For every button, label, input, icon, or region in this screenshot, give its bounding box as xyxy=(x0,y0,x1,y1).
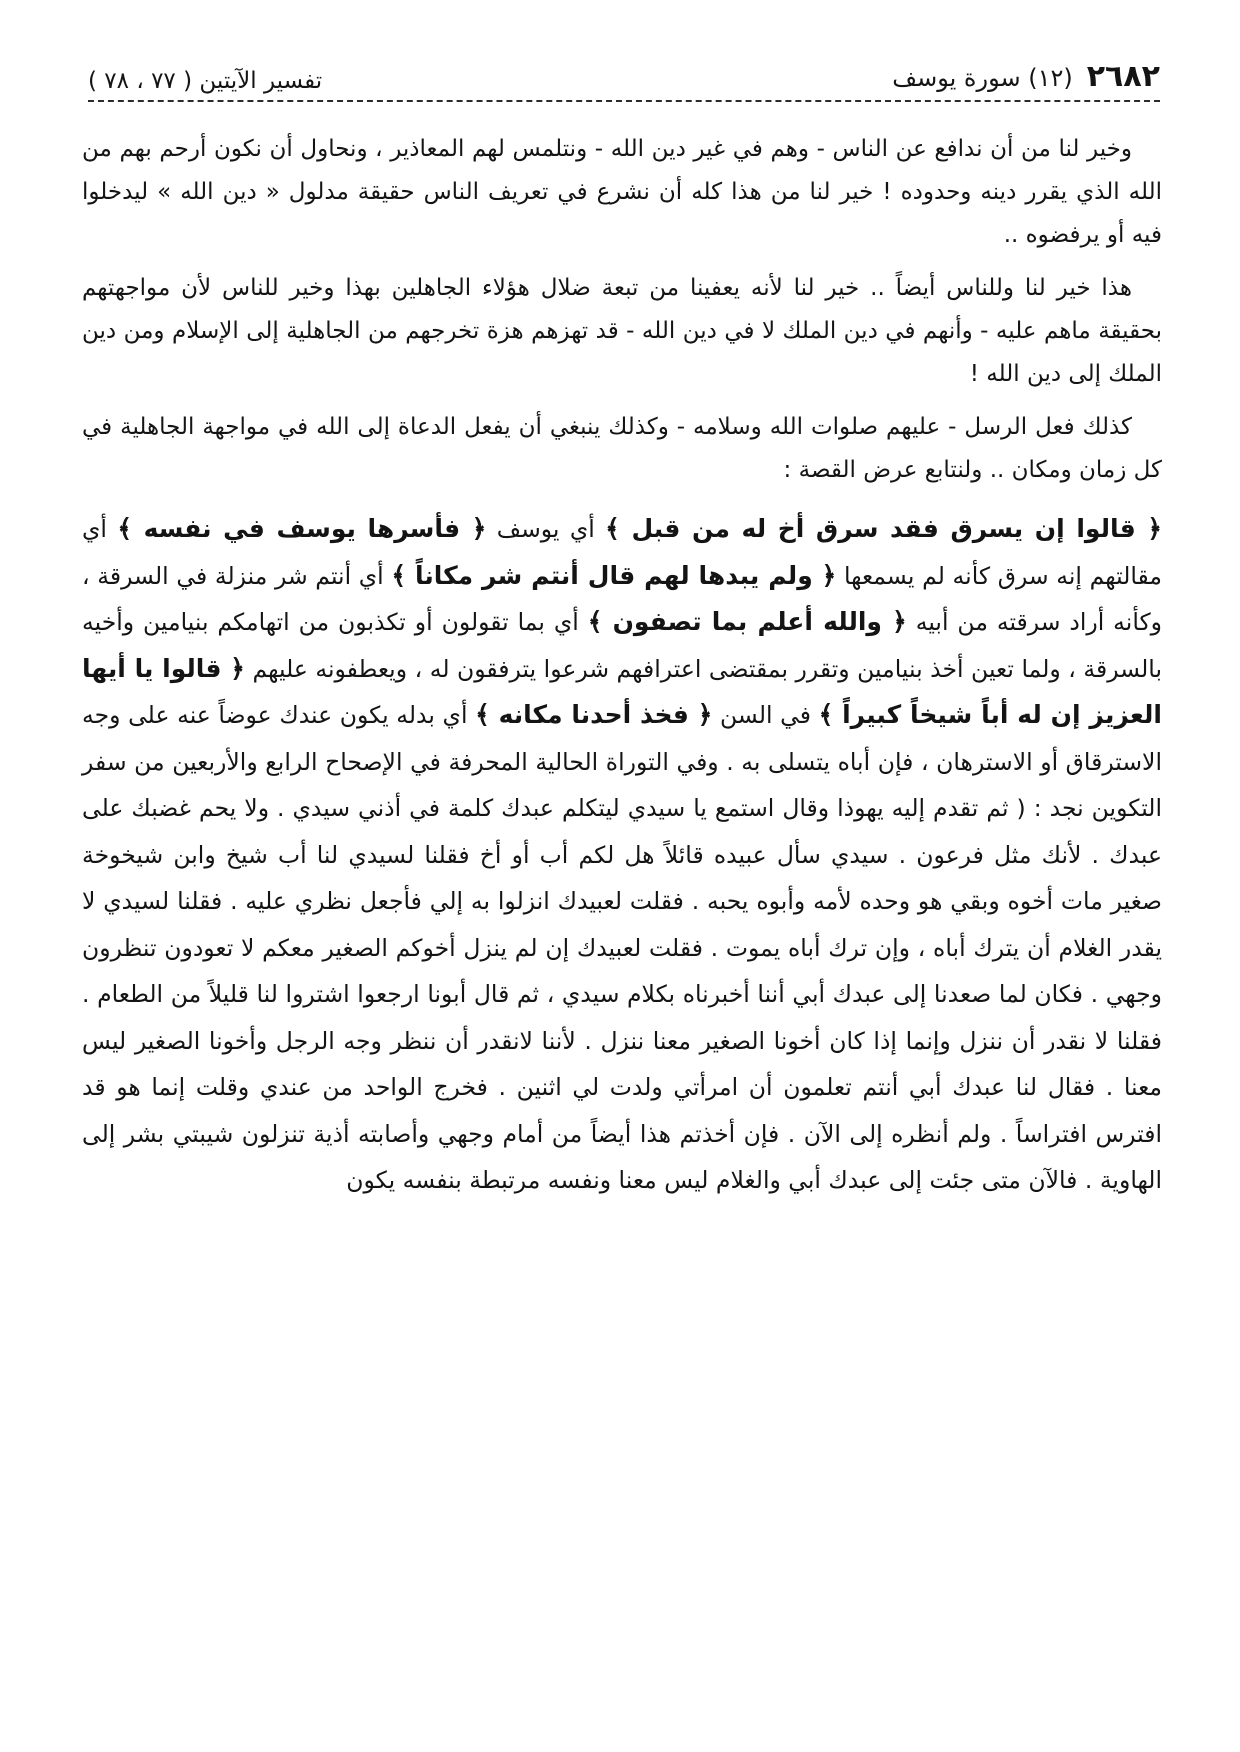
quran-quote-2: ﴿ فأسرها يوسف في نفسه ﴾ xyxy=(117,514,487,543)
page-number: ٢٦٨٢ xyxy=(1086,59,1160,94)
quran-quote-3: ﴿ ولم يبدها لهم قال أنتم شر مكاناً ﴾ xyxy=(391,560,837,590)
paragraph-2: هذا خير لنا وللناس أيضاً .. خير لنا لأنه يعفينا من تبعة ضلال هؤلاء الجاهلين بهذا وخير للناس لأن مواجهتهم بحقيقة ماهم عليه - وأنهم في دين الملك لا في دين الله - قد تهزهم هزة تخرجهم من الجاهلية إلى الإسلام ومن دين الملك إلى دين الله ! xyxy=(82,275,1162,387)
commentary-3: أي أنتم شر منزلة في السرقة ، وكأنه أراد سرقته من أبيه xyxy=(82,561,1163,636)
quran-quote-6: ﴿ فخذ أحدنا مكانه ﴾ xyxy=(475,700,713,729)
quran-quote-4: ﴿ والله أعلم بما تصفون ﴾ xyxy=(587,607,907,636)
commentary-2: أي مقالتهم إنه سرق كأنه لم يسمعها xyxy=(82,515,1162,590)
page-body xyxy=(82,128,1162,1712)
paragraph-1: وخير لنا من أن ندافع عن الناس - وهم في غير دين الله - ونتلمس لهم المعاذير ، ونحاول أن نكون أرحم بهم من الله الذي يقرر دينه وحدوده ! خير لنا من هذا كله أن نشرع في تعريف الناس حقيقة مدلول « دين الله » ليدخلوا فيه أو يرفضوه .. xyxy=(82,136,1162,248)
surah-title: (١٢) سورة يوسف xyxy=(892,64,1073,92)
commentary-1: أي يوسف xyxy=(486,515,606,543)
quran-quote-1: ﴿ قالوا إن يسرق فقد سرق أخ له من قبل ﴾ xyxy=(605,514,1162,543)
commentary-5: في السن xyxy=(712,701,819,729)
paragraph-3: كذلك فعل الرسل - عليهم صلوات الله وسلامه - وكذلك ينبغي أن يفعل الدعاة إلى الله في مواجهة الجاهلية في كل زمان ومكان .. ولنتابع عرض القصة : xyxy=(82,414,1162,483)
quran-quote-5: ﴿ قالوا يا أيها العزيز إن له أباً شيخاً كبيراً ﴾ xyxy=(82,653,1162,729)
page-header xyxy=(88,44,1160,94)
commentary-6: أي بدله يكون عندك عوضاً عنه على وجه الاسترقاق أو الاسترهان ، فإن أباه يتسلى به . وفي التوراة الحالية المحرفة في الإصحاح الرابع والأربعين من سفر التكوين نجد : ( ثم تقدم إليه يهوذا وقال استمع يا سيدي ليتكلم عبدك كلمة في أذني سيدي . ولا يحم غضبك على عبدك . لأنك مثل فرعون . سيدي سأل عبيده قائلاً هل لكم أب أو أخ فقلنا لسيدي لنا أب شيخ وابن شيخوخة صغير مات أخوه وبقي هو وحده لأمه وأبوه يحبه . فقلت لعبيدك انزلوا به إلي فأجعل نظري عليه . فقلنا لسيدي لا يقدر الغلام أن يترك أباه ، وإن ترك أباه يموت . فقلت لعبيدك إن لم ينزل أخوكم الصغير معكم لا تعودون تنظرون وجهي . فكان لما صعدنا إلى عبدك أبي أننا أخبرناه بكلام سيدي ، ثم قال أبونا ارجعوا اشتروا لنا قليلاً من الطعام . فقلنا لا نقدر أن ننزل وإنما إذا كان أخونا الصغير معنا ننزل . لأننا لانقدر أن ننظر وجه الرجل وأخونا الصغير ليس معنا . فقال لنا عبدك أبي أنتم تعلمون أن امرأتي ولدت لي اثنين . فخرج الواحد من عندي وقلت إنما هو قد افترس افتراساً . ولم أنظره إلى الآن . فإن أخذتم هذا أيضاً من أمام وجهي وأصابته أذية تنزلون شيبتي بشر إلى الهاوية . فالآن متى جئت إلى عبدك أبي والغلام ليس معنا ونفسه مرتبطة بنفسه يكون xyxy=(82,701,1162,1194)
commentary-4: أي بما تقولون أو تكذبون من اتهامكم بنيامين وأخيه بالسرقة ، ولما تعين أخذ بنيامين وتقرر بمقتضى اعترافهم شرعوا يترفقون له ، ويعطفونه عليهم xyxy=(82,608,1162,683)
header-divider xyxy=(88,100,1160,102)
verses-title: تفسير الآيتين ( ٧٧ ، ٧٨ ) xyxy=(88,68,323,94)
tafsir-paragraph xyxy=(82,506,1162,1204)
header-right xyxy=(892,59,1160,94)
